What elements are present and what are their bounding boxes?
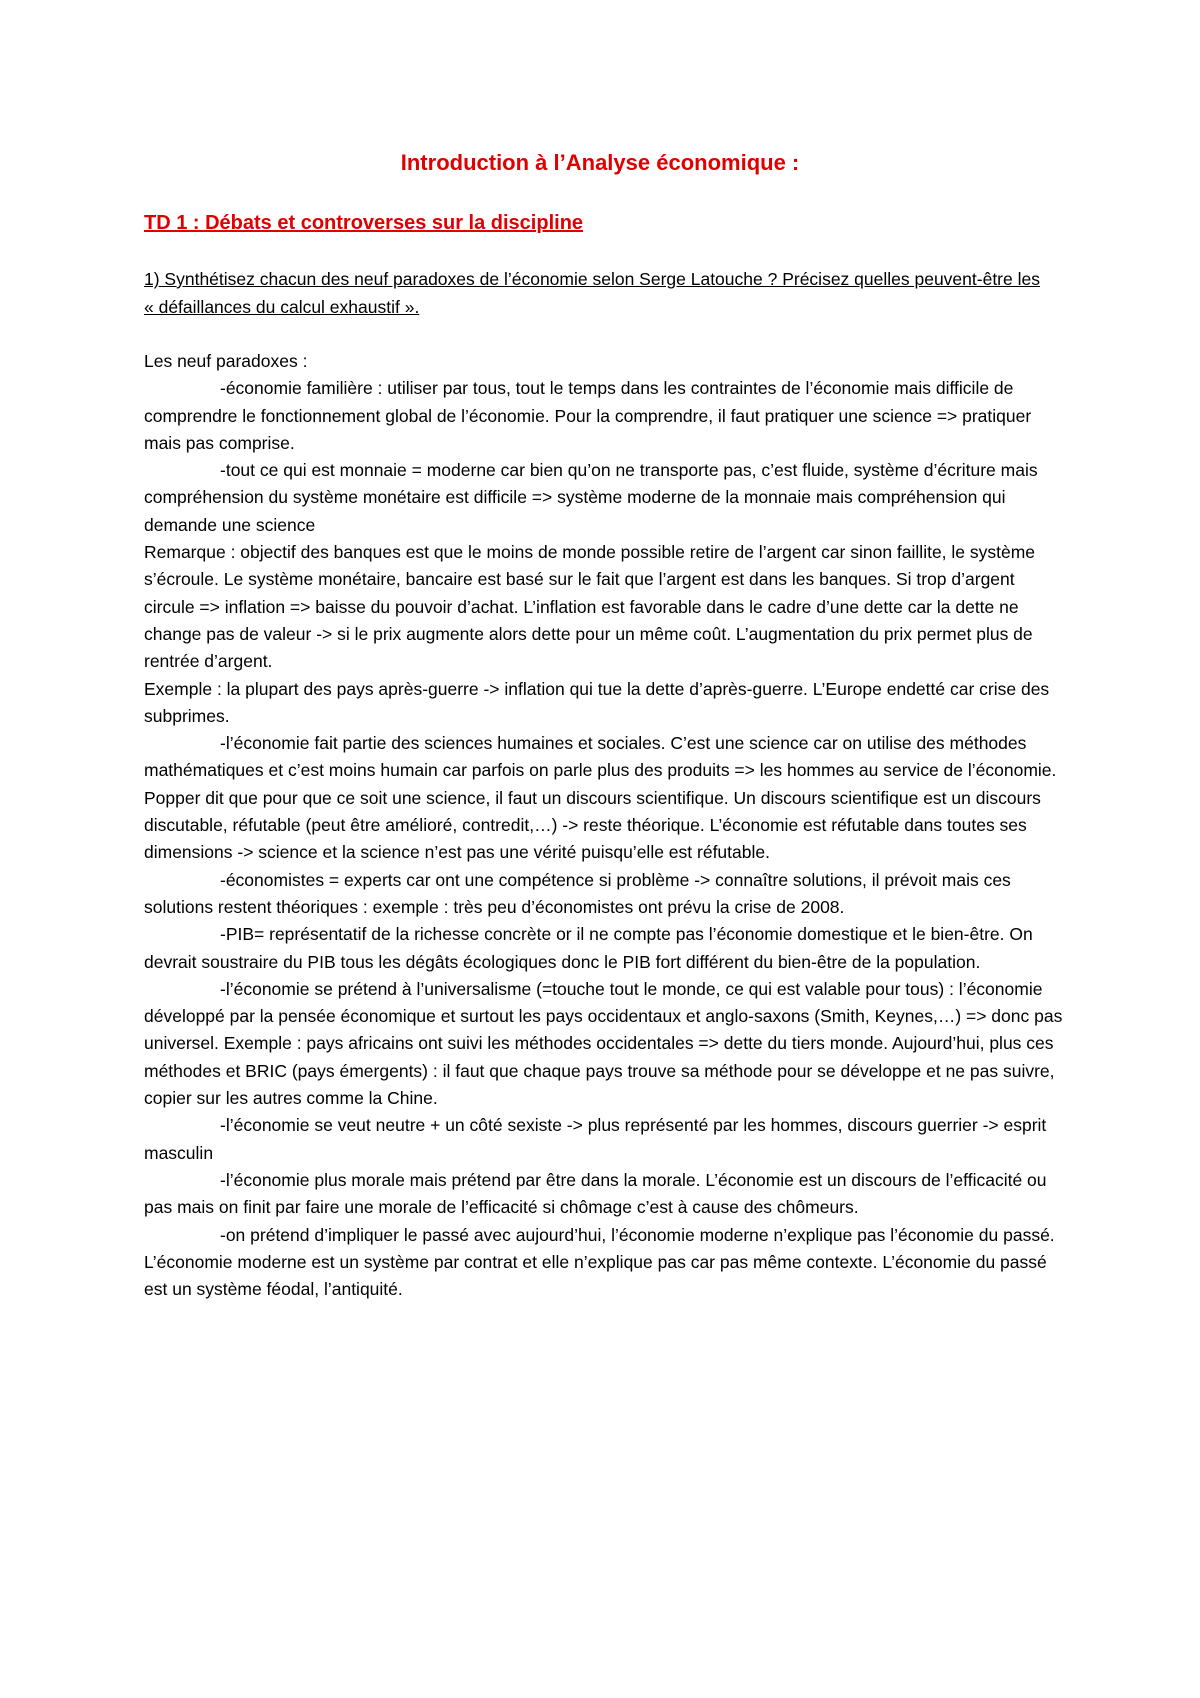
paradox-paragraph: -économistes = experts car ont une compétence si problème -> connaître solutions, il prévoit mais ces solutions restent théoriques : exemple : très peu d’économistes ont prévu la crise de 2008. [144,869,1011,917]
intro-line: Les neuf paradoxes : [144,351,308,371]
paradox-paragraph: -tout ce qui est monnaie = moderne car bien qu’on ne transporte pas, c’est fluide, système d’écriture mais compréhension du système monétaire est difficile => système moderne de la monnaie mais compréhension qui demande une science [144,460,1038,535]
paradox-paragraph: -économie familière : utiliser par tous, tout le temps dans les contraintes de l’économie mais difficile de comprendre le fonctionnement global de l’économie. Pour la comprendre, il faut pratiquer une science => pratiquer mais pas comprise. [144,378,1032,453]
paradox-paragraph: -l’économie se veut neutre + un côté sexiste -> plus représenté par les hommes, discours guerrier -> esprit masculin [144,1115,1047,1163]
question-text: 1) Synthétisez chacun des neuf paradoxes de l’économie selon Serge Latouche ? Précisez quelles peuvent-être les « défaillances du calcul exhaustif ». [144,269,1040,317]
paradox-paragraph: -l’économie fait partie des sciences humaines et sociales. C’est une science car on utilise des méthodes mathématiques et c’est moins humain car parfois on parle plus des produits => les hommes au service de l’économie. Popper dit que pour que ce soit une science, il faut un discours scientifique. Un discours scientifique est un discours discutable, réfutable (peut être amélioré, contredit,…) -> reste théorique. L’économie est réfutable dans toutes ses dimensions -> science et la science n’est pas une vérité puisqu’elle est réfutable. [144,733,1057,863]
remark-paragraph: Remarque : objectif des banques est que le moins de monde possible retire de l’argent car sinon faillite, le système s’écroule. Le système monétaire, bancaire est basé sur le fait que l’argent est dans les banques. Si trop d’argent circule => inflation => baisse du pouvoir d’achat. L’inflation est favorable dans le cadre d’une dette car la dette ne change pas de valeur -> si le prix augmente alors dette pour un même coût. L’augmentation du prix permet plus de rentrée d’argent. [144,542,1036,672]
paradox-paragraph: -on prétend d’impliquer le passé avec aujourd’hui, l’économie moderne n’explique pas l’économie du passé. L’économie moderne est un système par contrat et elle n’explique pas car pas même contexte. L’économie du passé est un système féodal, l’antiquité. [144,1224,1055,1300]
document-title: Introduction à l’Analyse économique : [400,150,800,175]
paradox-paragraph: -l’économie plus morale mais prétend par être dans la morale. L’économie est un discours de l’efficacité ou pas mais on finit par faire une morale de l’efficacité si chômage c’est à cause des chômeurs. [144,1169,1047,1218]
paradox-paragraph: -l’économie se prétend à l’universalisme (=touche tout le monde, ce qui est valable pour tous) : l’économie développé par la pensée économique et surtout les pays occidentaux et anglo-saxons (Smith, Keynes,…) => donc pas universel. Exemple : pays africains ont suivi les méthodes occidentales => dette du tiers monde. Aujourd’hui, plus ces méthodes et BRIC (pays émergents) : il faut que chaque pays trouve sa méthode pour se développe et ne pas suivre, copier sur les autres comme la Chine. [144,978,1063,1109]
paradox-paragraph: -PIB= représentatif de la richesse concrète or il ne compte pas l’économie domestique et le bien-être. On devrait soustraire du PIB tous les dégâts écologiques donc le PIB fort différent du bien-être de la population. [144,924,1033,972]
example-paragraph: Exemple : la plupart des pays après-guerre -> inflation qui tue la dette d’après-guerre. L’Europe endetté car crise des subprimes. [144,678,1050,726]
document-body [144,348,1064,1303]
td-heading: TD 1 : Débats et controverses sur la discipline [144,212,584,234]
